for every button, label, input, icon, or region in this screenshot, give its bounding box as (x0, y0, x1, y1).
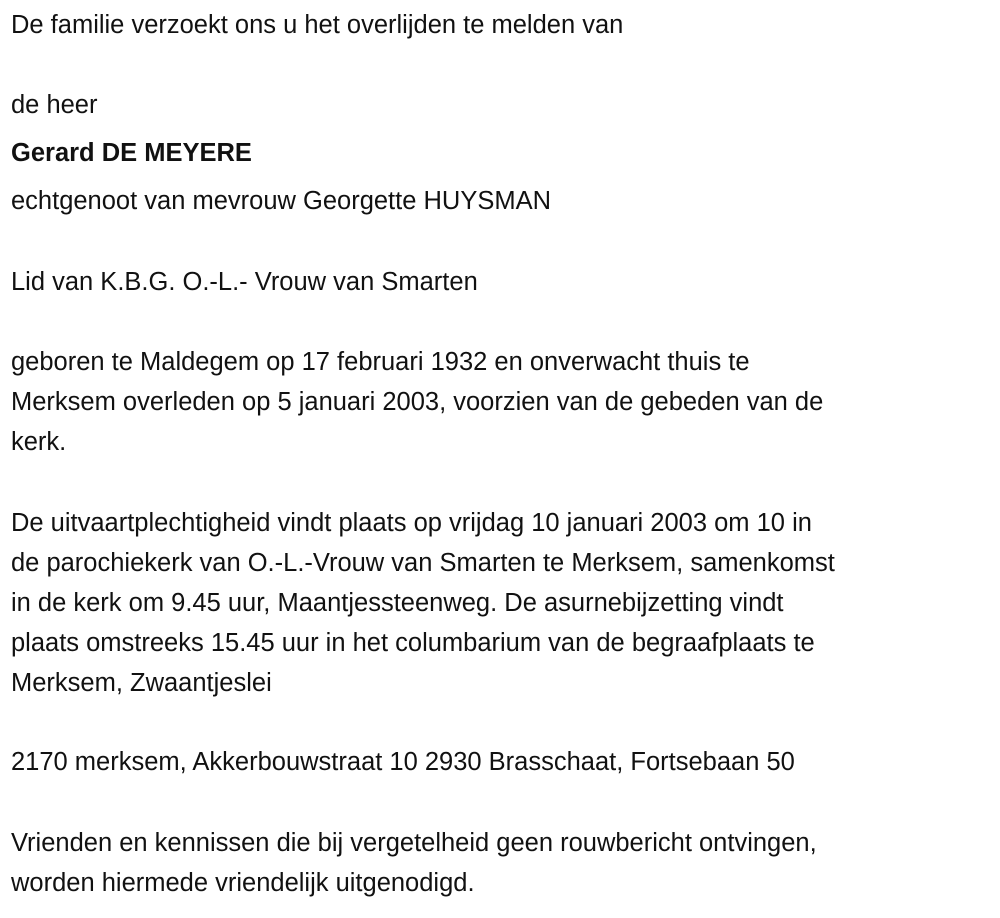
paragraph-line: plaats omstreeks 15.45 uur in het columbarium van de begraafplaats te (11, 629, 815, 657)
paragraph-line: geboren te Maldegem op 17 februari 1932 en onverwacht thuis te (11, 348, 750, 376)
addresses-line: 2170 merksem, Akkerbouwstraat 10 2930 Brasschaat, Fortsebaan 50 (11, 748, 795, 776)
deceased-name (11, 133, 252, 173)
paragraph-line: worden hiermede vriendelijk uitgenodigd. (11, 869, 475, 897)
spouse-line: echtgenoot van mevrouw Georgette HUYSMAN (11, 187, 552, 215)
intro-text (11, 5, 623, 45)
paragraph-line: Merksem overleden op 5 januari 2003, voorzien van de gebeden van de (11, 388, 824, 416)
paragraph-line: Merksem, Zwaantjeslei (11, 669, 272, 697)
membership-line: Lid van K.B.G. O.-L.- Vrouw van Smarten (11, 268, 478, 296)
salutation (11, 85, 98, 125)
funeral-paragraph (11, 503, 835, 703)
paragraph-line: de parochiekerk van O.-L.-Vrouw van Smarten te Merksem, samenkomst (11, 549, 835, 577)
addresses (11, 742, 795, 782)
birth-death-paragraph (11, 342, 823, 462)
closing-paragraph (11, 823, 817, 903)
salutation-line: de heer (11, 91, 98, 119)
paragraph-line: De uitvaartplechtigheid vindt plaats op vrijdag 10 januari 2003 om 10 in (11, 509, 812, 537)
intro-line: De familie verzoekt ons u het overlijden te melden van (11, 11, 624, 39)
paragraph-line: kerk. (11, 428, 67, 456)
membership-info (11, 262, 478, 302)
spouse-info (11, 181, 551, 221)
deceased-name-line: Gerard DE MEYERE (11, 139, 252, 167)
paragraph-line: Vrienden en kennissen die bij vergetelheid geen rouwbericht ontvingen, (11, 829, 817, 857)
paragraph-line: in de kerk om 9.45 uur, Maantjessteenweg. De asurnebijzetting vindt (11, 589, 784, 617)
